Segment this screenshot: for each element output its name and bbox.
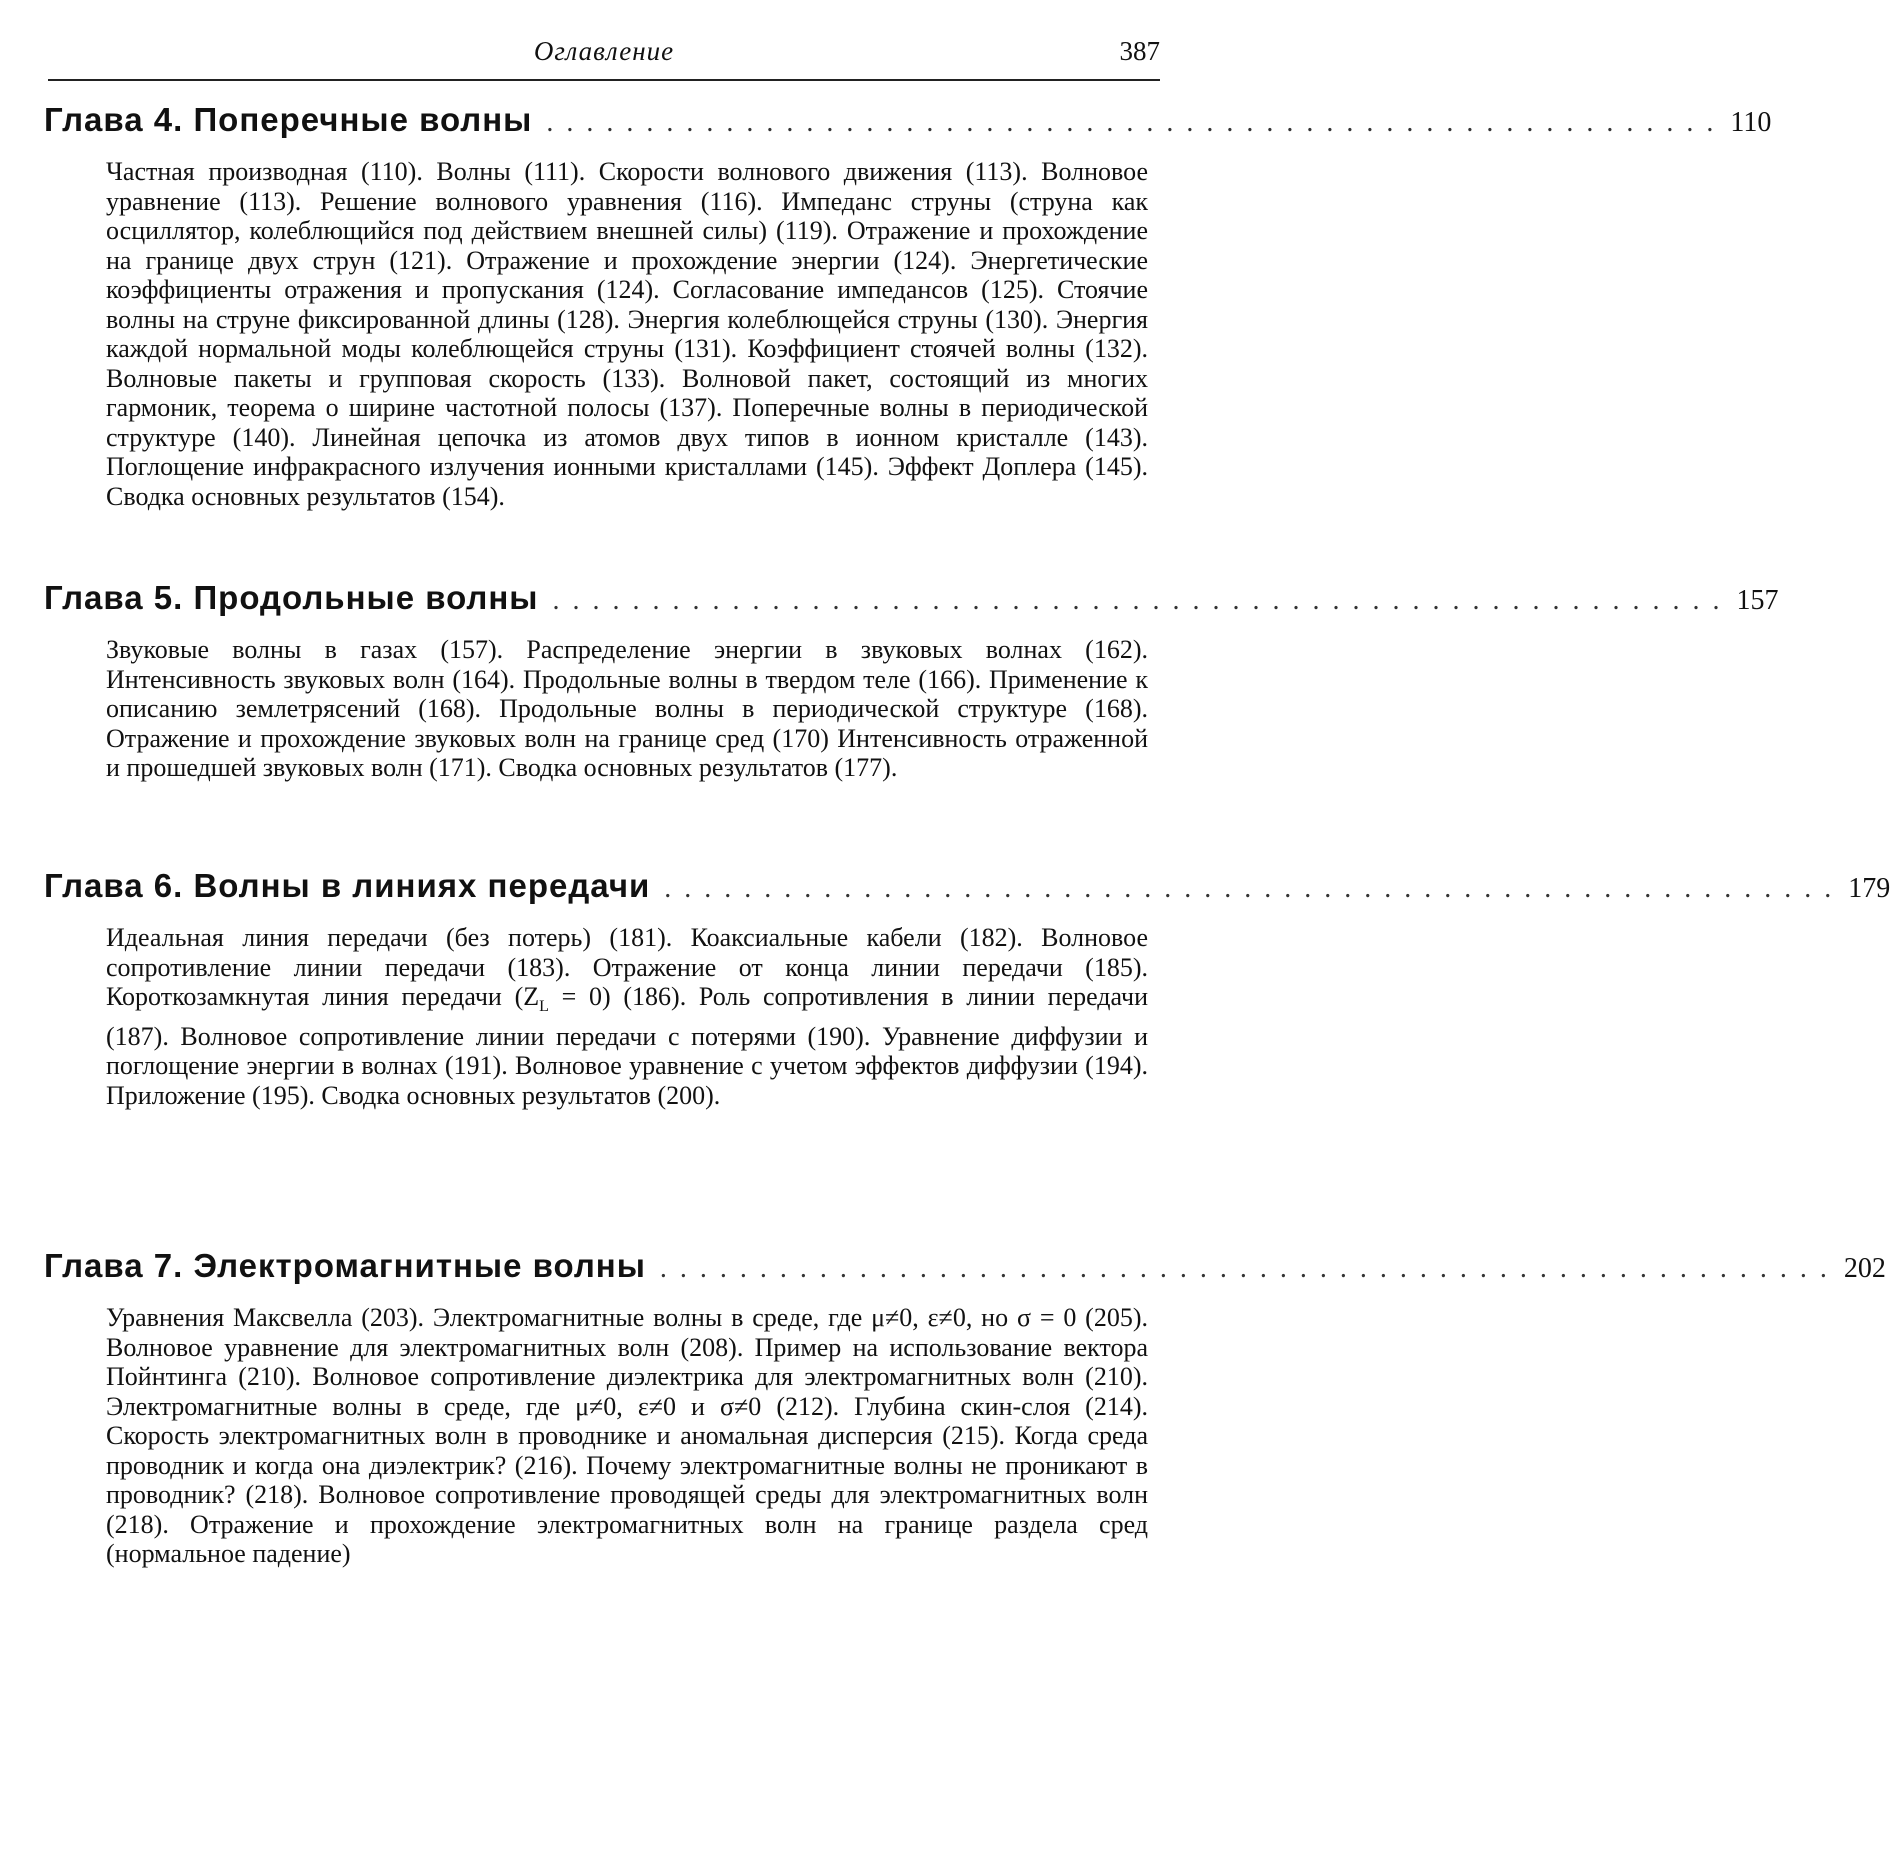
contents-text-before: Идеальная линия передачи (без потерь) (181). Коаксиальные кабели (182). Волновое сопротивление линии передачи (183). Отражение от конца линии передачи (185). Короткозамкнутая линия передачи (Z <box>106 923 1148 1011</box>
chapter-contents: Уравнения Максвелла (203). Электромагнитные волны в среде, где μ≠0, ε≠0, но σ = 0 (205). Волновое уравнение для электромагнитных волн (208). Пример на использование вектора Пойнтинга (210). Волновое сопротивление диэлектрика для электромагнитных волн (210). Электромагнитные волны в среде, где μ≠0, ε≠0 и σ≠0 (212). Глубина скин-слоя (214). Скорость электромагнитных волн в проводнике и аномальная дисперсия (215). Когда среда проводник и когда она диэлектрик? (216). Почему электромагнитные волны не проникают в проводник? (218). Волновое сопротивление проводящей среды для электромагнитных волн (218). Отражение и прохождение электромагнитных волн на границе раздела сред (нормальное падение) <box>106 1303 1148 1568</box>
chapter-heading <box>44 1246 1886 1289</box>
chapter-contents <box>106 923 1148 1110</box>
dot-leader: ........................................................... <box>664 873 1845 904</box>
header-rule <box>48 79 1160 81</box>
subscript-l: L <box>539 998 549 1016</box>
dot-leader: ........................................................... <box>552 585 1733 616</box>
dot-leader: ........................................................... <box>546 107 1727 138</box>
contents-text-after: = 0) (186). Роль сопротивления в линии передачи (187). Волновое сопротивление линии передачи с потерями (190). Уравнение диффузии и поглощение энергии в волнах (191). Волновое уравнение с учетом эффектов диффузии (194). Приложение (195). Сводка основных результатов (200). <box>106 982 1149 1110</box>
chapter-title: Глава 6. Волны в линиях передачи <box>44 867 651 904</box>
chapter-heading <box>44 100 1772 143</box>
chapter-6-entry <box>44 866 1890 1110</box>
chapter-page-number: 110 <box>1730 107 1772 138</box>
chapter-contents: Частная производная (110). Волны (111). Скорости волнового движения (113). Волновое уравнение (113). Решение волнового уравнения (116). Импеданс струны (струна как осциллятор, колеблющийся под действием внешней силы) (119). Отражение и прохождение на границе двух струн (121). Отражение и прохождение энергии (124). Энергетические коэффициенты отражения и пропускания (124). Согласование импедансов (125). Стоячие волны на струне фиксированной длины (128). Энергия колеблющейся струны (130). Энергия каждой нормальной моды колеблющейся струны (131). Коэффициент стоячей волны (132). Волновые пакеты и групповая скорость (133). Волновой пакет, состоящий из многих гармоник, теорема о ширине частотной полосы (137). Поперечные волны в периодической структуре (140). Линейная цепочка из атомов двух типов в ионном кристалле (143). Поглощение инфракрасного излучения ионными кристаллами (145). Эффект Доплера (145). Сводка основных результатов (154). <box>106 157 1148 511</box>
chapter-7-entry <box>44 1246 1886 1569</box>
chapter-page-number: 179 <box>1848 873 1890 904</box>
chapter-4-entry <box>44 100 1772 511</box>
dot-leader: ........................................................... <box>659 1253 1840 1284</box>
chapter-title: Глава 4. Поперечные волны <box>44 101 533 138</box>
chapter-contents: Звуковые волны в газах (157). Распределение энергии в звуковых волнах (162). Интенсивность звуковых волн (164). Продольные волны в твердом теле (166). Применение к описанию землетрясений (168). Продольные волны в периодической структуре (168). Отражение и прохождение звуковых волн на границе сред (170) Интенсивность отраженной и прошедшей звуковых волн (171). Сводка основных результатов (177). <box>106 635 1148 782</box>
running-header-title: Оглавление <box>533 36 675 66</box>
chapter-title: Глава 7. Электромагнитные волны <box>44 1247 646 1284</box>
chapter-page-number: 157 <box>1736 585 1779 616</box>
chapter-title: Глава 5. Продольные волны <box>44 579 539 616</box>
page-number: 387 <box>1119 36 1160 66</box>
chapter-heading <box>44 866 1890 909</box>
running-header <box>48 36 1160 76</box>
chapter-page-number: 202 <box>1843 1253 1886 1284</box>
chapter-heading <box>44 578 1779 621</box>
chapter-5-entry <box>44 578 1779 783</box>
